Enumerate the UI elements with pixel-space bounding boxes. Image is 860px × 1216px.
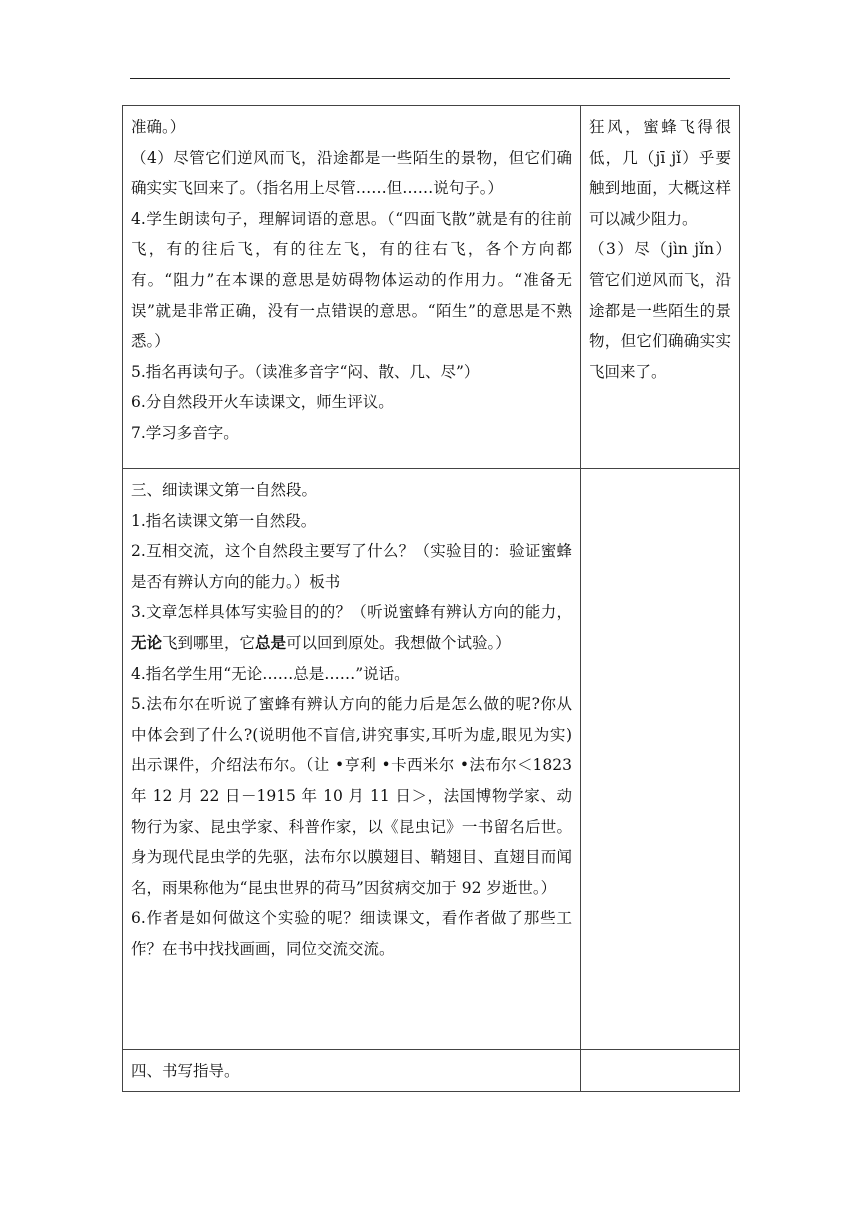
table-row <box>123 469 740 1050</box>
text-line <box>131 597 572 658</box>
text-line: 4.学生朗读句子，理解词语的意思。（“四面飞散”就是有的往前飞，有的往后飞，有的往左飞，有的往右飞，各个方向都有。“阻力”在本课的意思是妨碍物体运动的作用力。“准备无误”就是非常正确，没有一点错误的意思。“陌生”的意思是不熟悉。） <box>131 209 572 351</box>
text-fragment: 3.文章怎样具体写实验目的的？（听说蜜蜂有辨认方向的能力， <box>131 603 572 622</box>
text-fragment: 飞到哪里，它 <box>162 633 256 652</box>
text-line: 4.指名学生用“无论……总是……”说话。 <box>131 664 410 683</box>
text-line: 6.作者是如何做这个实验的呢？细读课文，看作者做了那些工作？在书中找找画画，同位交流交流。 <box>131 909 572 958</box>
table-row <box>123 106 740 469</box>
side-cell <box>581 1050 740 1092</box>
side-text: 狂风，蜜蜂飞得很低，几（jī jǐ）乎要触到地面，大概这样可以减少阻力。 <box>589 118 731 228</box>
side-cell <box>581 106 740 469</box>
text-line: 准确。） <box>131 118 186 136</box>
text-line: 5.法布尔在听说了蜜蜂有辨认方向的能力后是怎么做的呢?你从中体会到了什么?(说明他不盲信,讲究事实,耳听为虚,眼见为实) 出示课件，介绍法布尔。（让 •亨利 •卡西米尔 •法布尔＜1823 年 12 月 22 日－1915 年 10 月 11 日＞，法国博物学家、动物行为家、昆虫学家、科普作家，以《昆虫记》一书留名后世。身为现代昆虫学的先驱，法布尔以膜翅目、鞘翅目、直翅目而闻名，雨果称他为“昆虫世界的荷马”因贫病交加于 92 岁逝世。） <box>131 695 572 897</box>
text-line: 5.指名再读句子。（读准多音字“闷、散、几、尽”） <box>131 362 480 381</box>
side-text: （3）尽（jìn jǐn）管它们逆风而飞，沿途都是一些陌生的景物，但它们确确实实飞回来了。 <box>589 240 731 381</box>
section-heading: 三、细读课文第一自然段。 <box>131 481 318 499</box>
main-cell <box>123 469 581 1050</box>
text-line: 1.指名读课文第一自然段。 <box>131 511 317 530</box>
bold-word: 无论 <box>131 633 163 652</box>
text-fragment: 可以回到原处。我想做个试验。） <box>286 633 511 652</box>
text-line: （4）尽管它们逆风而飞，沿途都是一些陌生的景物，但它们确确实实飞回来了。（指名用上尽管……但……说句子。） <box>131 148 572 198</box>
main-cell <box>123 1050 581 1092</box>
lesson-plan-table <box>122 105 740 1092</box>
bold-word: 总是 <box>255 633 287 652</box>
table-row <box>123 1050 740 1092</box>
section-heading: 四、书写指导。 <box>131 1062 240 1080</box>
side-cell <box>581 469 740 1050</box>
text-line: 2.互相交流，这个自然段主要写了什么？（实验目的：验证蜜蜂是否有辨认方向的能力。）板书 <box>131 542 572 591</box>
text-line: 7.学习多音字。 <box>131 423 239 442</box>
text-line: 6.分自然段开火车读课文，师生评议。 <box>131 393 394 412</box>
main-cell <box>123 106 581 469</box>
header-rule <box>130 78 730 79</box>
